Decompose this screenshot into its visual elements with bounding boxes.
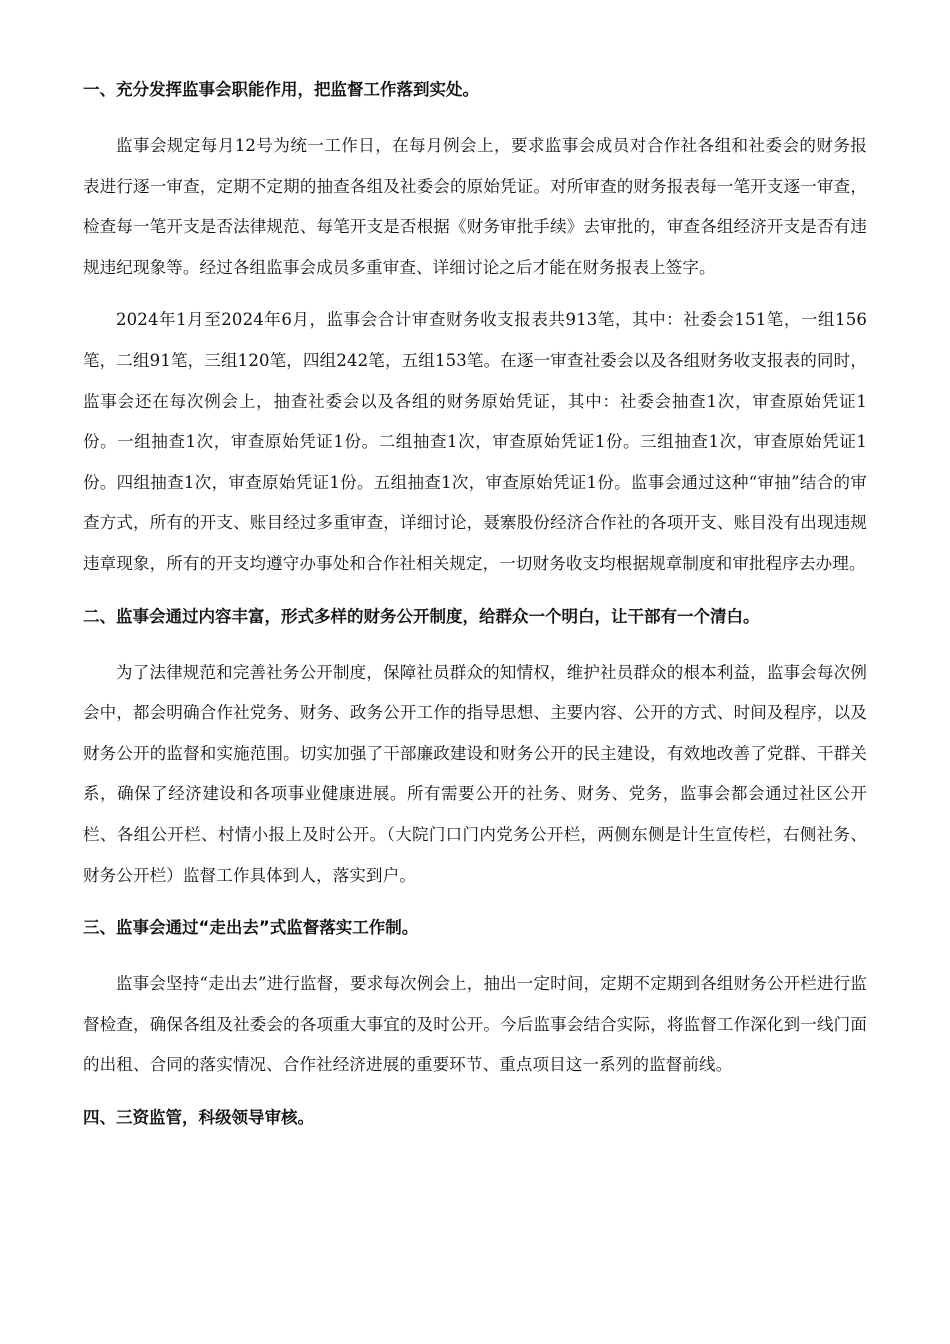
section-4-heading: 四、三资监管，科级领导审核。 (83, 1107, 314, 1127)
section-2-paragraph-1: 为了法律规范和完善社务公开制度，保障社员群众的知情权，维护社员群众的根本利益，监事会每次例会中，都会明确合作社党务、财务、政务公开工作的指导思想、主要内容、公开的方式、时间及程序，以及财务公开的监督和实施范围。切实加强了干部廉政建设和财务公开的民主建设，有效地改善了党群、干群关系，确保了经济建设和各项事业健康进展。所有需要公开的社务、财务、党务，监事会都会通过社区公开栏、各组公开栏、村情小报上及时公开。（大院门口门内党务公开栏，两侧东侧是计生宣传栏，右侧社务、财务公开栏）监督工作具体到人，落实到户。 (83, 662, 867, 885)
document-page (83, 78, 867, 1130)
section-3-paragraph-1: 监事会坚持“走出去”进行监督，要求每次例会上，抽出一定时间，定期不定期到各组财务公开栏进行监督检查，确保各组及社委会的各项重大事宜的及时公开。今后监事会结合实际，将监督工作深化到一线门面的出租、合同的落实情况、合作社经济进展的重要环节、重点项目这一系列的监督前线。 (83, 974, 867, 1075)
section-3-heading: 三、监事会通过“走出去”式监督落实工作制。 (83, 918, 419, 938)
section-2-heading: 二、监事会通过内容丰富，形式多样的财务公开制度，给群众一个明白，让干部有一个清白。 (83, 606, 760, 626)
section-1-heading: 一、充分发挥监事会职能作用，把监督工作落到实处。 (83, 80, 479, 99)
section-1-paragraph-1: 监事会规定每月12号为统一工作日，在每月例会上，要求监事会成员对合作社各组和社委会的财务报表进行逐一审查，定期不定期的抽查各组及社委会的原始凭证。对所审查的财务报表每一笔开支逐一审查，检查每一笔开支是否法律规范、每笔开支是否根据《财务审批手续》去审批的，审查各组经济开支是否有违规违纪现象等。经过各组监事会成员多重审查、详细讨论之后才能在财务报表上签字。 (83, 136, 867, 277)
section-1-paragraph-2: 2024年1月至2024年6月，监事会合计审查财务收支报表共913笔，其中：社委会151笔，一组156笔，二组91笔，三组120笔，四组242笔，五组153笔。在逐一审查社委会以及各组财务收支报表的同时，监事会还在每次例会上，抽查社委会以及各组的财务原始凭证，其中：社委会抽查1次，审查原始凭证1份。一组抽查1次，审查原始凭证1份。二组抽查1次，审查原始凭证1份。三组抽查1次，审查原始凭证1份。四组抽查1次，审查原始凭证1份。五组抽查1次，审查原始凭证1份。监事会通过这种“审抽”结合的审查方式，所有的开支、账目经过多重审查，详细讨论，聂寨股份经济合作社的各项开支、账目没有出现违规违章现象，所有的开支均遵守办事处和合作社相关规定，一切财务收支均根据规章制度和审批程序去办理。 (83, 310, 867, 573)
